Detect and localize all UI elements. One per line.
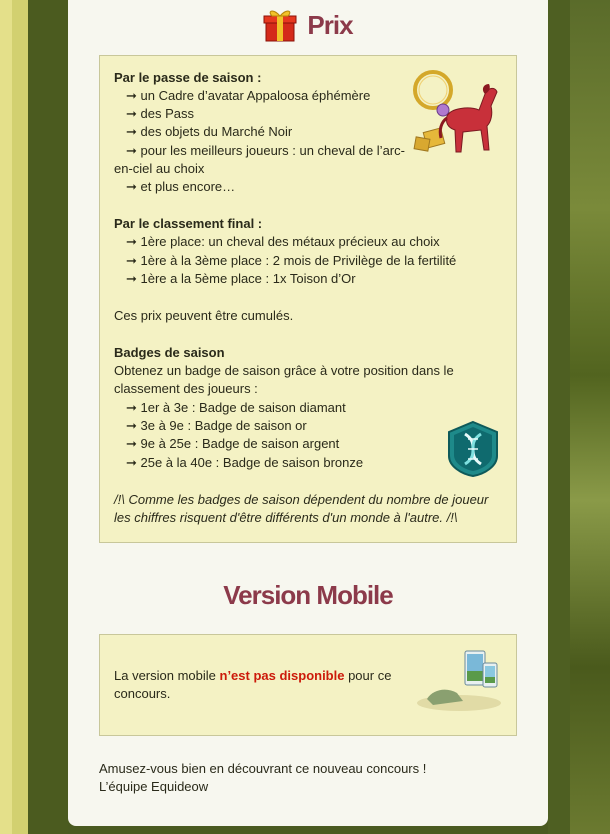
background-right-panel (548, 0, 570, 834)
mobile-section-title: Version Mobile (223, 580, 393, 610)
background-left-panel (28, 0, 68, 834)
mobile-box (99, 634, 517, 736)
badges-warning-continued: les chiffres risquent d'être différents d'un monde à l'autre. /!\ (114, 510, 458, 525)
background-scenery (570, 0, 610, 834)
prize-title: Prix (307, 9, 353, 40)
cumulative-note: Ces prix peuvent être cumulés. (114, 308, 294, 323)
not-available-highlight: n’est pas disponible (219, 668, 345, 683)
badges-heading: Badges de saison (114, 345, 225, 360)
prize-section-header (68, 6, 548, 44)
list-item: ➞ des Pass (126, 106, 194, 121)
list-item: ➞ un Cadre d’avatar Appaloosa éphémère (126, 88, 371, 103)
list-item: ➞ 1ère place: un cheval des métaux précieux au choix (126, 234, 440, 249)
badges-intro: Obtenez un badge de saison grâce à votre position dans le (114, 363, 454, 378)
background-left-stripe (12, 0, 28, 834)
footer-signature: L’équipe Equideow (99, 779, 209, 794)
list-item: ➞ des objets du Marché Noir (126, 124, 293, 139)
list-item: ➞ 1ère a la 5ème place : 1x Toison d’Or (126, 271, 356, 286)
prize-box (99, 55, 517, 543)
badges-intro-continued: classement des joueurs : (114, 381, 258, 396)
dna-badge-icon (445, 420, 501, 478)
list-item: ➞ pour les meilleurs joueurs : un cheval de l’arc- (126, 143, 405, 158)
mobile-availability-text-continued: concours. (114, 686, 171, 701)
list-item: ➞ 25e à la 40e : Badge de saison bronze (126, 455, 364, 470)
footer-message: Amusez-vous bien en découvrant ce nouveau concours ! (99, 761, 427, 776)
mobile-devices-illustration (413, 649, 503, 715)
list-item: ➞ 1er à 3e : Badge de saison diamant (126, 400, 346, 415)
final-ranking-heading: Par le classement final : (114, 216, 263, 231)
list-item: ➞ et plus encore… (126, 179, 236, 194)
content-sheet (68, 0, 548, 826)
badges-warning: /!\ Comme les badges de saison dépendent du nombre de joueur (114, 492, 489, 507)
gift-icon (263, 7, 297, 43)
list-item: ➞ 9e à 25e : Badge de saison argent (126, 436, 340, 451)
horse-reward-illustration (411, 66, 503, 162)
season-pass-heading: Par le passe de saison : (114, 70, 262, 85)
list-item: ➞ 3e à 9e : Badge de saison or (126, 418, 307, 433)
list-item: ➞ 1ère à la 3ème place : 2 mois de Privilège de la fertilité (126, 253, 457, 268)
list-item-continuation: en-ciel au choix (114, 161, 205, 176)
mobile-availability-text: La version mobile n’est pas disponible pour ce (114, 668, 392, 683)
background-left-border (0, 0, 12, 834)
